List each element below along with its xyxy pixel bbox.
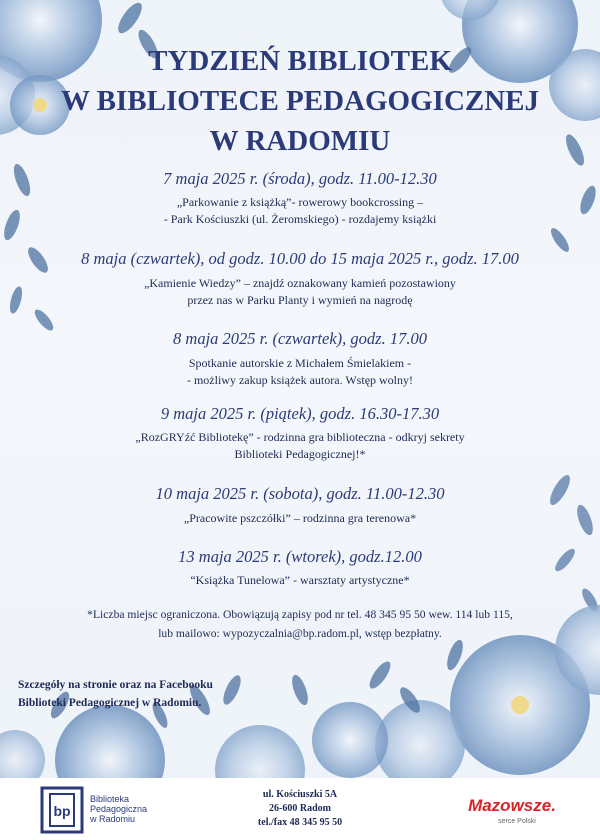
event-5-line-1: „Pracowite pszczółki” – rodzinna gra terenowa*	[183, 511, 417, 525]
event-4-line-2: Biblioteki Pedagogicznej!*	[234, 447, 366, 461]
details-line-2: Biblioteki Pedagogicznej w Radomiu.	[18, 697, 202, 709]
footer-address	[240, 788, 360, 830]
library-logo-line-2: Pedagogiczna	[90, 804, 148, 814]
library-logo-line-3: w Radomiu	[90, 814, 136, 824]
event-4-line-1: „RozGRYźć Bibliotekę” - rodzinna gra biblioteczna - odkryj sekrety	[135, 430, 465, 444]
registration-note-line-1: *Liczba miejsc ograniczona. Obowiązują zapisy pod nr tel. 48 345 95 50 wew. 114 lub 115,	[87, 608, 513, 621]
event-1-line-1: „Parkowanie z książką”- rowerowy bookcrossing –	[176, 195, 424, 209]
event-6-heading: 13 maja 2025 r. (wtorek), godz.12.00	[178, 547, 422, 566]
registration-note-line-2: lub mailowo: wypozyczalnia@bp.radom.pl, wstęp bezpłatny.	[158, 627, 442, 640]
event-2-line-2: przez nas w Parku Planty i wymień na nagrodę	[187, 293, 413, 307]
event-3-line-1: Spotkanie autorskie z Michałem Śmielakiem -	[188, 356, 412, 370]
event-5-heading: 10 maja 2025 r. (sobota), godz. 11.00-12.30	[155, 484, 445, 503]
event-1-line-2: - Park Kościuszki (ul. Żeromskiego) - rozdajemy książki	[163, 212, 437, 226]
event-2-line-1: „Kamienie Wiedzy” – znajdź oznakowany kamień pozostawiony	[144, 276, 456, 290]
event-3-heading: 8 maja 2025 r. (czwartek), godz. 17.00	[173, 329, 427, 348]
event-1-heading: 7 maja 2025 r. (środa), godz. 11.00-12.30	[163, 169, 437, 188]
library-logo-text	[90, 794, 147, 824]
library-logo-line-1: Biblioteka	[90, 794, 130, 804]
address-line-2: 26-600 Radom	[269, 803, 331, 814]
event-4-heading: 9 maja 2025 r. (piątek), godz. 16.30-17.30	[160, 404, 440, 423]
title-line-2: W BIBLIOTECE PEDAGOGICZNEJ	[60, 85, 540, 117]
title-line-3: W RADOMIU	[209, 125, 391, 157]
title-line-1: TYDZIEŃ BIBLIOTEK	[148, 45, 452, 77]
sponsor-tagline: serce Polski	[498, 818, 536, 825]
event-6-line-1: “Książka Tunelowa” - warsztaty artystyczne*	[190, 573, 410, 587]
library-logo-letters: bp	[53, 803, 71, 819]
library-logo-mark	[40, 786, 86, 834]
address-line-1: ul. Kościuszki 5A	[262, 789, 338, 800]
sponsor-logo	[442, 796, 582, 816]
sponsor-name: Mazowsze.	[468, 796, 556, 815]
event-3-line-2: - możliwy zakup książek autora. Wstęp wolny!	[186, 373, 414, 387]
address-line-3: tel./fax 48 345 95 50	[257, 817, 343, 828]
details-line-1: Szczegóły na stronie oraz na Facebooku	[18, 679, 213, 691]
event-2-heading: 8 maja (czwartek), od godz. 10.00 do 15 maja 2025 r., godz. 17.00	[81, 249, 519, 268]
